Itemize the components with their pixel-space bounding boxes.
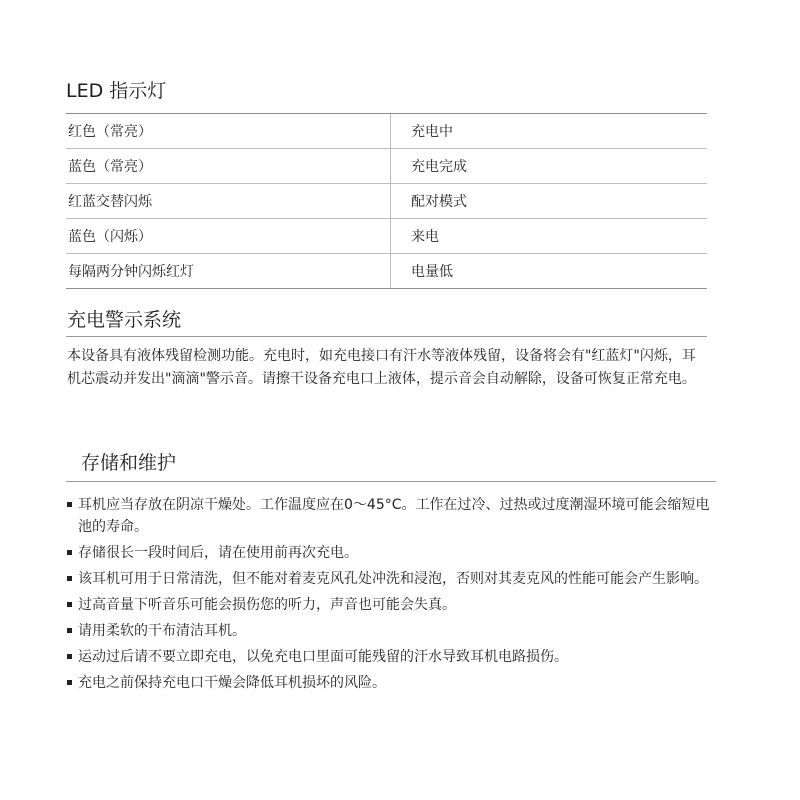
list-item (66, 672, 716, 694)
square-bullet-icon (67, 654, 72, 659)
square-bullet-icon (67, 502, 72, 507)
square-bullet-icon (67, 550, 72, 555)
section-divider (66, 336, 707, 337)
list-item-text: 耳机应当存放在阴凉干燥处。工作温度应在0～45°C。工作在过冷、过热或过度潮湿环境可能会缩短电池的寿命。 (78, 497, 710, 535)
led-meaning-cell: 充电中 (391, 114, 708, 149)
square-bullet-icon (67, 680, 72, 685)
section-divider (66, 481, 716, 482)
led-indicator-table (66, 113, 707, 289)
list-item-text: 过高音量下听音乐可能会损伤您的听力，声音也可能会失真。 (78, 597, 456, 613)
list-item (66, 594, 716, 616)
table-row (66, 219, 707, 254)
list-item-text: 该耳机可用于日常清洗，但不能对着麦克风孔处冲洗和浸泡，否则对其麦克风的性能可能会产生影响。 (78, 571, 708, 587)
led-meaning-cell: 电量低 (391, 254, 708, 289)
list-item-text: 请用柔软的干布清洁耳机。 (78, 623, 246, 639)
led-section-title: LED 指示灯 (66, 80, 167, 102)
warning-description: 本设备具有液体残留检测功能。充电时，如充电接口有汗水等液体残留，设备将会有"红蓝灯"闪烁，耳机芯震动并发出"滴滴"警示音。请擦干设备充电口上液体，提示音会自动解除，设备可恢复正常充电。 (67, 348, 696, 387)
table-row (66, 254, 707, 289)
list-item (66, 542, 716, 564)
square-bullet-icon (67, 602, 72, 607)
led-state-cell: 蓝色（闪烁） (66, 219, 391, 254)
storage-section-title: 存储和维护 (81, 452, 177, 474)
led-meaning-cell: 来电 (391, 219, 708, 254)
led-meaning-cell: 配对模式 (391, 184, 708, 219)
table-row (66, 184, 707, 219)
list-item (66, 620, 716, 642)
list-item (66, 646, 716, 668)
led-state-cell: 红蓝交替闪烁 (66, 184, 391, 219)
list-item (66, 494, 716, 538)
list-item-text: 充电之前保持充电口干燥会降低耳机损坏的风险。 (78, 675, 386, 691)
storage-tips-list (66, 494, 716, 698)
list-item (66, 568, 716, 590)
table-row (66, 114, 707, 149)
list-item-text: 存储很长一段时间后，请在使用前再次充电。 (78, 545, 358, 561)
led-meaning-cell: 充电完成 (391, 149, 708, 184)
led-state-cell: 红色（常亮） (66, 114, 391, 149)
square-bullet-icon (67, 576, 72, 581)
led-state-cell: 每隔两分钟闪烁红灯 (66, 254, 391, 289)
led-state-cell: 蓝色（常亮） (66, 149, 391, 184)
square-bullet-icon (67, 628, 72, 633)
list-item-text: 运动过后请不要立即充电，以免充电口里面可能残留的汗水导致耳机电路损伤。 (78, 649, 568, 665)
warning-section-title: 充电警示系统 (67, 309, 182, 331)
table-row (66, 149, 707, 184)
